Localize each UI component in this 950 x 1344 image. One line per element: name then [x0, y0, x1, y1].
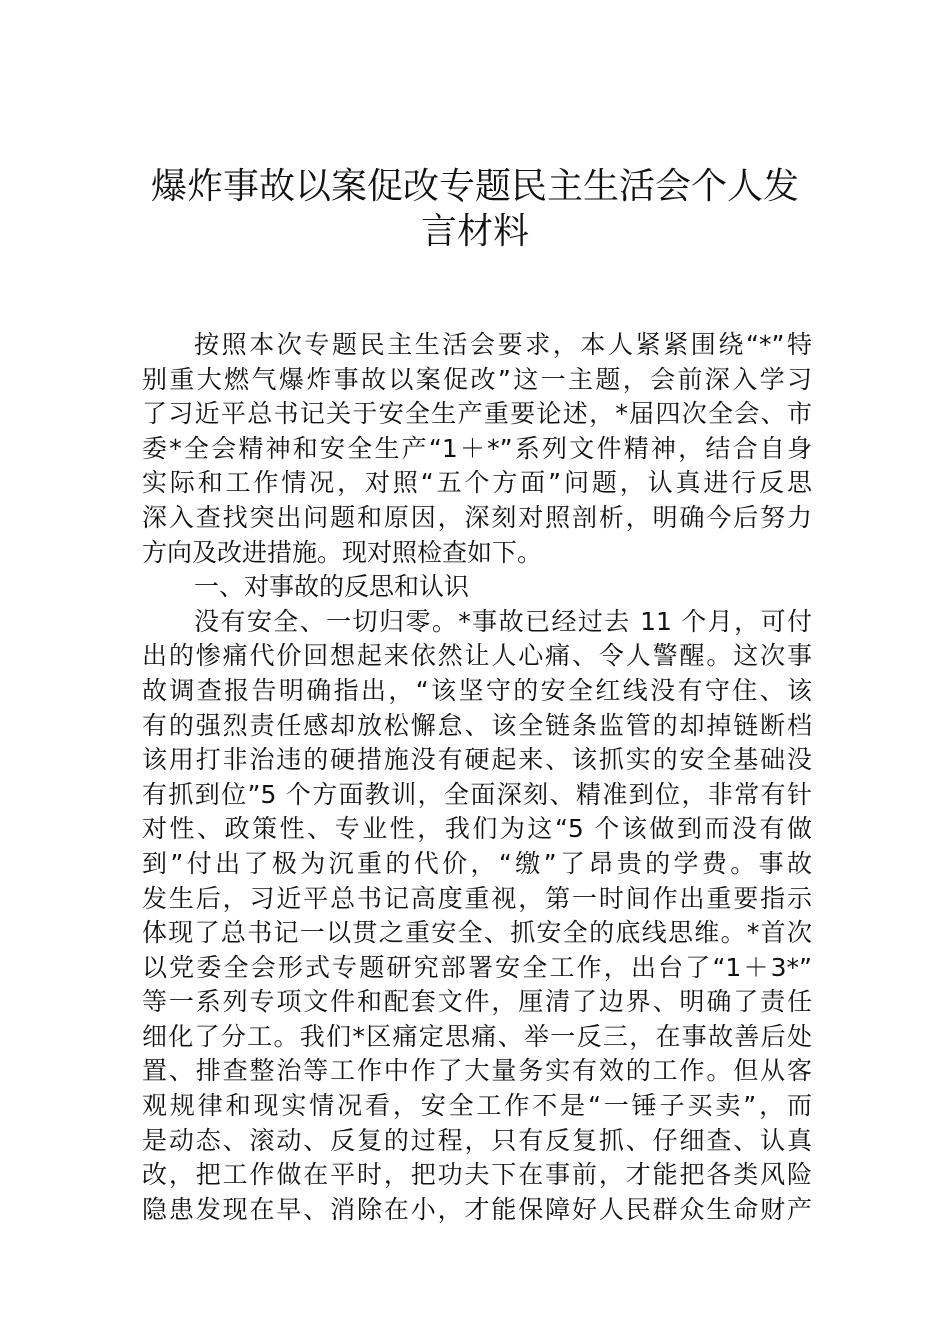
body-line: 置、排查整治等工作中作了大量务实有效的工作。但从客 — [142, 1056, 812, 1086]
body-line: 实际和工作情况，对照“五个方面”问题，认真进行反思 — [142, 468, 812, 498]
body-line: 有的强烈责任感却放松懈怠、该全链条监管的却掉链断档 — [142, 710, 812, 740]
body-line: 有抓到位”5 个方面教训，全面深刻、精准到位，非常有针 — [142, 779, 812, 809]
body-line: 隐患发现在早、消除在小，才能保障好人民群众生命财产 — [142, 1194, 812, 1224]
body-line: 出的惨痛代价回想起来依然让人心痛、令人警醒。这次事 — [142, 641, 812, 671]
body-line: 该用打非治违的硬措施没有硬起来、该抓实的安全基础没 — [142, 745, 812, 775]
body-line: 发生后，习近平总书记高度重视，第一时间作出重要指示 — [142, 883, 812, 913]
body-line: 按照本次专题民主生活会要求，本人紧紧围绕“*”特 — [194, 330, 812, 359]
body-line: 等一系列专项文件和配套文件，厘清了边界、明确了责任 — [142, 987, 812, 1017]
body-line: 没有安全、一切归零。*事故已经过去 11 个月，可付 — [194, 606, 812, 636]
body-line: 故调查报告明确指出，“该坚守的安全红线没有守住、该 — [142, 675, 812, 705]
body-line: 改，把工作做在平时，把功夫下在事前，才能把各类风险 — [142, 1160, 812, 1190]
body-line: 别重大燃气爆炸事故以案促改”这一主题，会前深入学习 — [142, 364, 812, 394]
body-line: 到”付出了极为沉重的代价，“缴”了昂贵的学费。事故 — [142, 848, 812, 878]
body-line: 方向及改进措施。现对照检查如下。 — [142, 537, 543, 567]
body-line: 观规律和现实情况看，安全工作不是“一锤子买卖”，而 — [142, 1091, 812, 1121]
body-line: 体现了总书记一以贯之重安全、抓安全的底线思维。*首次 — [142, 918, 812, 948]
document-title-line-2: 言材料 — [420, 211, 529, 252]
section-heading: 一、对事故的反思和认识 — [194, 572, 470, 602]
document-body — [142, 328, 812, 1227]
body-line: 是动态、滚动、反复的过程，只有反复抓、仔细查、认真 — [142, 1125, 812, 1155]
body-line: 以党委全会形式专题研究部署安全工作，出台了“1＋3*” — [142, 952, 812, 982]
body-line: 深入查找突出问题和原因，深刻对照剖析，明确今后努力 — [142, 502, 812, 532]
document-title-line-1: 爆炸事故以案促改专题民主生活会个人发 — [150, 166, 799, 207]
body-line: 了习近平总书记关于安全生产重要论述，*届四次全会、市 — [142, 399, 812, 429]
body-line: 对性、政策性、专业性，我们为这“5 个该做到而没有做 — [142, 814, 812, 844]
body-line: 细化了分工。我们*区痛定思痛、举一反三，在事故善后处 — [142, 1021, 812, 1051]
body-line: 委*全会精神和安全生产“1＋*”系列文件精神，结合自身 — [142, 433, 812, 463]
